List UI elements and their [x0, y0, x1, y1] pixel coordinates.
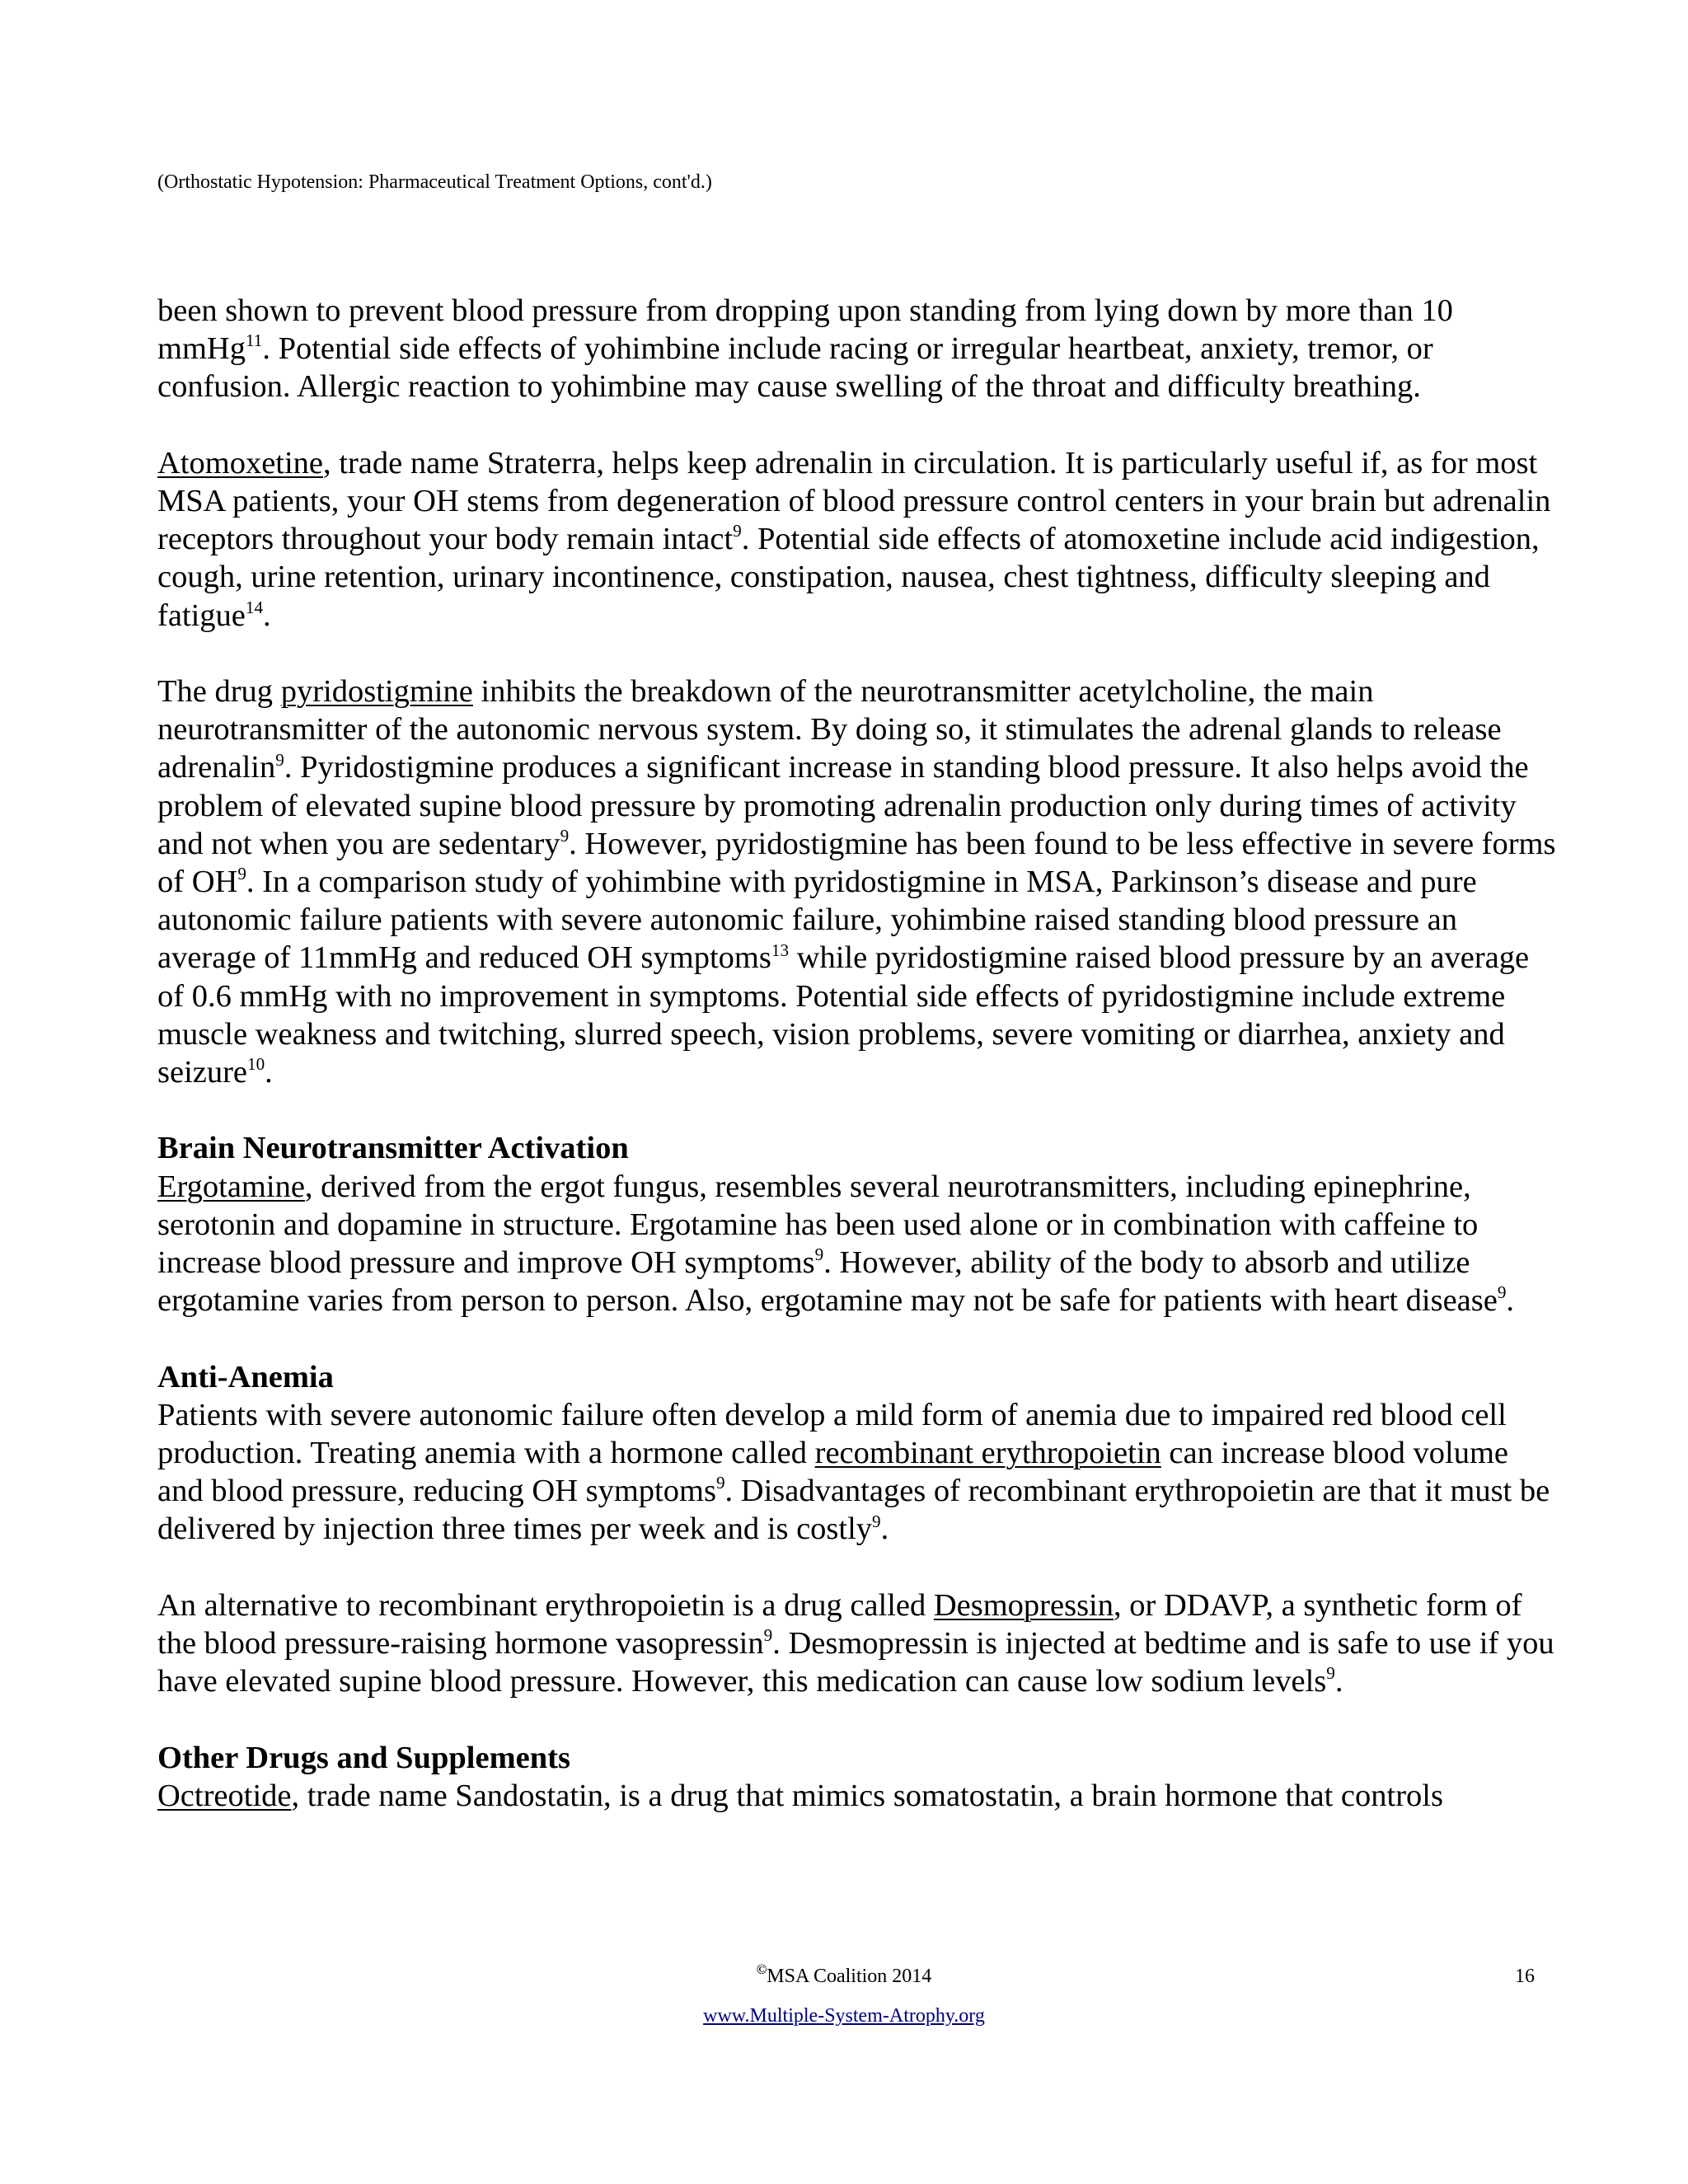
citation-superscript: 11 [245, 330, 263, 351]
website-link[interactable]: www.Multiple-System-Atrophy.org [703, 2005, 985, 2027]
section-other-drugs [157, 1739, 1559, 1815]
paragraph-atomoxetine [157, 444, 1559, 635]
drug-link-octreotide[interactable]: Octreotide [157, 1778, 292, 1813]
text: . Disadvantages of recombinant erythropoietin are that it must be delivered by injection three times per week and is costly [157, 1474, 1550, 1547]
copyright-symbol: © [756, 1961, 767, 1978]
citation-superscript: 9 [715, 1473, 725, 1493]
document-body [157, 292, 1559, 1815]
section-heading: Brain Neurotransmitter Activation [157, 1131, 629, 1166]
paragraph-ergotamine [157, 1168, 1559, 1320]
citation-superscript: 14 [245, 597, 264, 617]
copyright-text: MSA Coalition 2014 [767, 1966, 932, 1987]
text: . [263, 598, 271, 633]
paragraph-desmopressin [157, 1586, 1559, 1701]
paragraph-octreotide [157, 1777, 1559, 1815]
citation-superscript: 9 [1497, 1282, 1507, 1303]
drug-link-ergotamine[interactable]: Ergotamine [157, 1169, 305, 1204]
citation-superscript: 9 [275, 749, 284, 770]
text: been shown to prevent blood pressure from dropping upon standing from lying down by more than 10 mmHg [157, 293, 1453, 367]
text: , derived from the ergot fungus, resembles several neurotransmitters, including epinephrine, serotonin and dopamine in structure. Ergotamine has been used alone or in combination with caffeine to increase blood pressure and improve OH symptoms [157, 1169, 1479, 1281]
page-footer [0, 1960, 1688, 1993]
drug-link-desmopressin[interactable]: Desmopressin [933, 1587, 1114, 1623]
footer-copyright [0, 1960, 1688, 1993]
section-brain-neurotransmitter [157, 1129, 1559, 1319]
text: , or DDAVP, a synthetic form of the blood pressure-raising hormone vasopressin [157, 1587, 1522, 1661]
text: . Potential side effects of yohimbine include racing or irregular heartbeat, anxiety, tremor, or confusion. Allergic reaction to yohimbine may cause swelling of the throat and difficulty breathing. [157, 331, 1433, 405]
text: while pyridostigmine raised blood pressure by an average of 0.6 mmHg with no improvement in symptoms. Potential side effects of pyridostigmine include extreme muscle weakness and twitching, slurred speech, vision problems, severe vomiting or diarrhea, anxiety and seizure [157, 940, 1530, 1090]
text: An alternative to recombinant erythropoietin is a drug called [157, 1587, 934, 1623]
citation-superscript: 9 [814, 1244, 824, 1265]
text: . [265, 1055, 273, 1090]
text: . However, ability of the body to absorb and utilize ergotamine varies from person to person. Also, ergotamine may not be safe for patients with heart disease [157, 1245, 1498, 1319]
text: . Potential side effects of atomoxetine include acid indigestion, cough, urine retention, urinary incontinence, constipation, nausea, chest tightness, difficulty sleeping and fatigue [157, 522, 1540, 633]
running-header: (Orthostatic Hypotension: Pharmaceutical Treatment Options, cont'd.) [157, 171, 712, 193]
text: , trade name Straterra, helps keep adrenalin in circulation. It is particularly useful if, as for most MSA patients, your OH stems from degeneration of blood pressure control centers in your brain but adrenalin receptors throughout your body remain intact [157, 445, 1551, 557]
text: , trade name Sandostatin, is a drug that mimics somatostatin, a brain hormone that controls [291, 1778, 1443, 1813]
section-heading: Anti-Anemia [157, 1359, 334, 1394]
text: . In a comparison study of yohimbine with pyridostigmine in MSA, Parkinson’s disease and pure autonomic failure patients with severe autonomic failure, yohimbine raised standing blood pressure an average of 11mmHg and reduced OH symptoms [157, 865, 1477, 976]
drug-link-pyridostigmine[interactable]: pyridostigmine [280, 674, 473, 709]
page-number: 16 [1515, 1966, 1535, 1987]
citation-superscript: 9 [763, 1625, 773, 1646]
citation-superscript: 9 [237, 864, 246, 884]
citation-superscript: 10 [247, 1054, 265, 1075]
text: The drug [157, 674, 281, 709]
section-heading: Other Drugs and Supplements [157, 1740, 570, 1775]
paragraph-pyridostigmine [157, 673, 1559, 1091]
paragraph-yohimbine-continued [157, 292, 1559, 406]
text: . [1506, 1283, 1515, 1319]
text: inhibits the breakdown of the neurotransmitter acetylcholine, the main neurotransmitter of the autonomic nervous system. By doing so, it stimulates the adrenal glands to release adrenalin [157, 674, 1502, 785]
text: can increase blood volume and blood pressure, reducing OH symptoms [157, 1436, 1508, 1509]
text: . However, pyridostigmine has been found to be less effective in severe forms of OH [157, 826, 1556, 900]
citation-superscript: 9 [733, 521, 742, 541]
paragraph-erythropoietin [157, 1396, 1559, 1549]
text: . Desmopressin is injected at bedtime and is safe to use if you have elevated supine blood pressure. However, this medication can cause low sodium levels [157, 1626, 1554, 1699]
text: . [880, 1511, 889, 1547]
drug-link-erythropoietin[interactable]: recombinant erythropoietin [814, 1436, 1161, 1471]
citation-superscript: 9 [1326, 1663, 1335, 1684]
text: . Pyridostigmine produces a significant increase in standing blood pressure. It also helps avoid the problem of elevated supine blood pressure by promoting adrenalin production only during times of activity and not when you are sedentary [157, 750, 1529, 861]
citation-superscript: 9 [872, 1511, 881, 1531]
text: Patients with severe autonomic failure often develop a mild form of anemia due to impaired red blood cell production. Treating anemia with a hormone called [157, 1397, 1507, 1471]
text: . [1334, 1664, 1343, 1699]
citation-superscript: 13 [771, 940, 790, 960]
footer-website [0, 2001, 1688, 2031]
citation-superscript: 9 [560, 825, 570, 846]
drug-link-atomoxetine[interactable]: Atomoxetine [157, 445, 324, 480]
section-anti-anemia [157, 1358, 1559, 1549]
